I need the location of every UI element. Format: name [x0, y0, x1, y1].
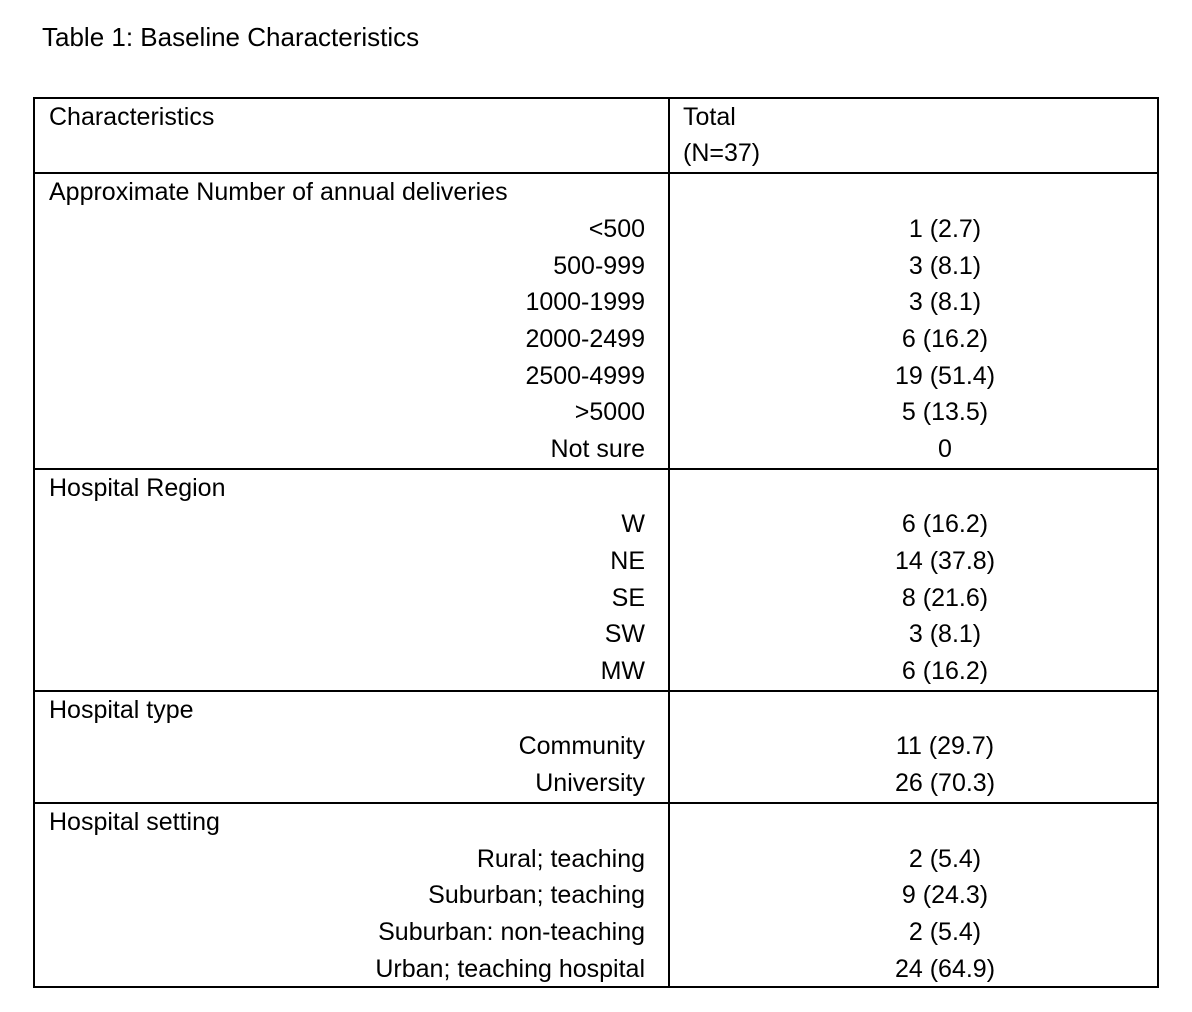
- row-label: 2000-2499: [525, 325, 645, 353]
- row-label: 500-999: [553, 252, 645, 280]
- row-value: 3 (8.1): [908, 620, 982, 648]
- row-label: Urban; teaching hospital: [375, 955, 645, 983]
- header-n: (N=37): [683, 139, 761, 167]
- section-divider: [35, 690, 1157, 692]
- section-divider: [35, 468, 1157, 470]
- header-characteristics: Characteristics: [49, 103, 215, 131]
- row-value: 0: [938, 435, 952, 463]
- row-value: 6 (16.2): [901, 510, 989, 538]
- row-value: 2 (5.4): [908, 918, 982, 946]
- row-label: University: [535, 769, 645, 797]
- section-title-hospital-setting: Hospital setting: [49, 808, 220, 836]
- row-label: NE: [610, 547, 645, 575]
- row-label: Community: [518, 732, 645, 760]
- row-label: Suburban: non-teaching: [378, 918, 645, 946]
- row-label: Rural; teaching: [476, 845, 645, 873]
- row-value: 2 (5.4): [908, 845, 982, 873]
- row-value: 5 (13.5): [901, 398, 989, 426]
- row-value: 6 (16.2): [901, 325, 989, 353]
- row-value: 3 (8.1): [908, 252, 982, 280]
- row-label: <500: [588, 215, 645, 243]
- row-label: W: [621, 510, 645, 538]
- row-label: 1000-1999: [525, 288, 645, 316]
- row-value: 1 (2.7): [908, 215, 982, 243]
- row-value: 3 (8.1): [908, 288, 982, 316]
- section-title-annual-deliveries: Approximate Number of annual deliveries: [49, 178, 508, 206]
- row-label: SE: [611, 584, 645, 612]
- row-value: 9 (24.3): [901, 881, 989, 909]
- row-value: 8 (21.6): [901, 584, 989, 612]
- row-value: 6 (16.2): [901, 657, 989, 685]
- table-caption: Table 1: Baseline Characteristics: [42, 22, 420, 52]
- section-title-hospital-region: Hospital Region: [49, 474, 226, 502]
- row-value: 26 (70.3): [894, 769, 996, 797]
- row-label: SW: [604, 620, 645, 648]
- row-value: 19 (51.4): [894, 362, 996, 390]
- header-divider: [35, 172, 1157, 174]
- row-value: 14 (37.8): [894, 547, 996, 575]
- row-label: Suburban; teaching: [428, 881, 645, 909]
- row-value: 11 (29.7): [895, 732, 995, 760]
- section-title-hospital-type: Hospital type: [49, 696, 194, 724]
- row-label: 2500-4999: [525, 362, 645, 390]
- baseline-characteristics-table: [33, 97, 1159, 988]
- row-label: >5000: [574, 398, 645, 426]
- row-label: MW: [600, 657, 645, 685]
- section-divider: [35, 802, 1157, 804]
- row-value: 24 (64.9): [894, 955, 996, 983]
- row-label: Not sure: [550, 435, 645, 463]
- header-total: Total: [683, 103, 736, 131]
